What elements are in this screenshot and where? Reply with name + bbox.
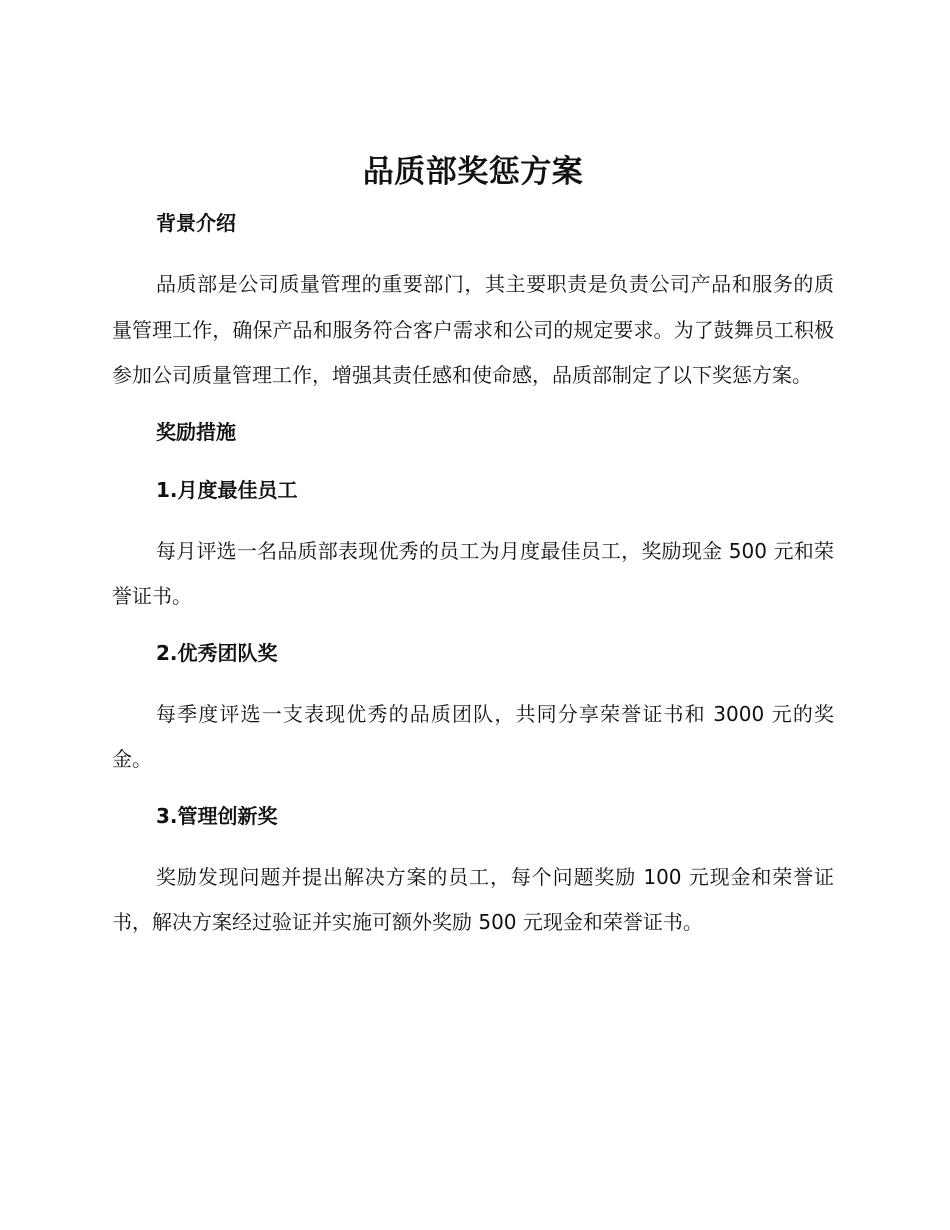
- section-paragraph-monthly-best-employee: 每月评选一名品质部表现优秀的员工为月度最佳员工，奖励现金 500 元和荣誉证书。: [112, 538, 834, 608]
- section-heading-team-award: 2.优秀团队奖: [156, 640, 278, 665]
- section-heading-innovation-award: 3.管理创新奖: [156, 803, 278, 828]
- section-heading-rewards: 奖励措施: [156, 419, 236, 444]
- section-heading-monthly-best-employee: 1.月度最佳员工: [156, 477, 298, 502]
- document-title: 品质部奖惩方案: [362, 154, 584, 190]
- section-paragraph-innovation-award: 奖励发现问题并提出解决方案的员工，每个问题奖励 100 元现金和荣誉证书，解决方案经过验证并实施可额外奖励 500 元现金和荣誉证书。: [112, 864, 834, 934]
- section-paragraph-team-award: 每季度评选一支表现优秀的品质团队，共同分享荣誉证书和 3000 元的奖金。: [112, 701, 834, 771]
- section-paragraph-background: 品质部是公司质量管理的重要部门，其主要职责是负责公司产品和服务的质量管理工作，确保产品和服务符合客户需求和公司的规定要求。为了鼓舞员工积极参加公司质量管理工作，增强其责任感和使命感，品质部制定了以下奖惩方案。: [112, 272, 834, 387]
- section-heading-background: 背景介绍: [156, 211, 236, 235]
